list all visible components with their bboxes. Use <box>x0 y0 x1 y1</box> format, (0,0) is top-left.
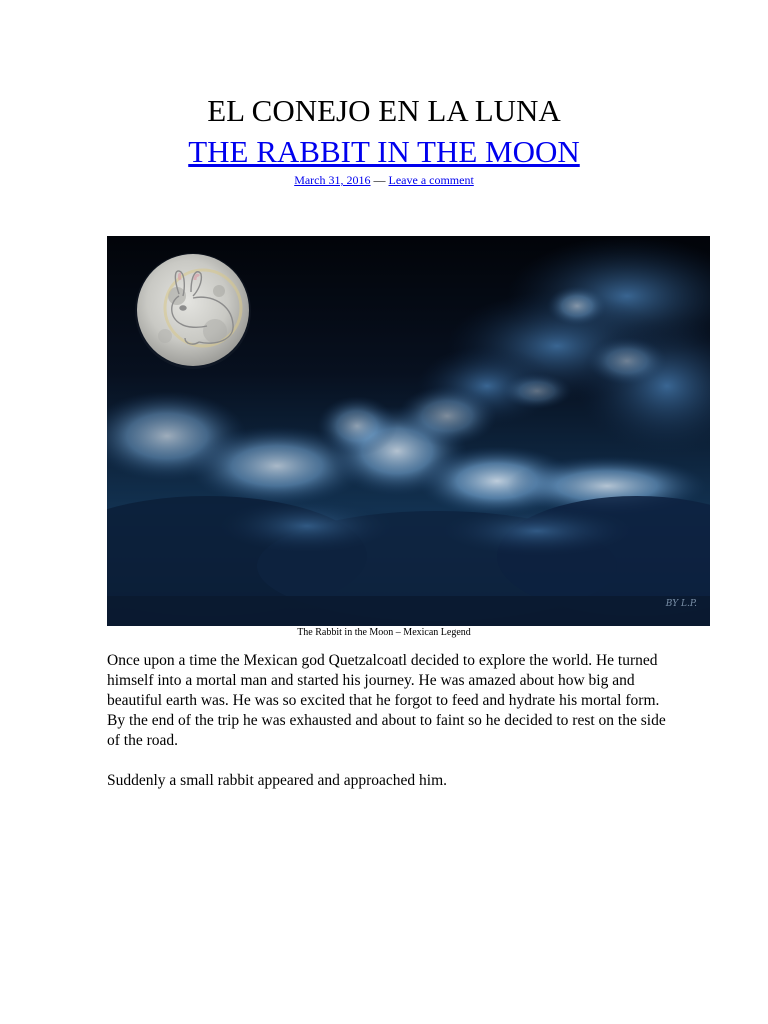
title-english <box>0 134 768 170</box>
title-spanish: EL CONEJO EN LA LUNA <box>207 93 561 128</box>
meta-separator: — <box>373 173 386 187</box>
leave-comment-link[interactable]: Leave a comment <box>388 173 474 187</box>
lower-clouds <box>107 496 710 626</box>
image-signature: BY L.P. <box>665 599 697 609</box>
moon <box>135 253 251 369</box>
image-caption: The Rabbit in the Moon – Mexican Legend <box>297 627 471 638</box>
title-english-link[interactable]: THE RABBIT IN THE MOON <box>188 134 580 169</box>
article-body <box>107 651 667 791</box>
post-date-link[interactable]: March 31, 2016 <box>294 173 371 187</box>
night-sky-illustration <box>107 236 710 626</box>
body-paragraph: Once upon a time the Mexican god Quetzalcoatl decided to explore the world. He turned himself into a mortal man and started his journey. He was amazed about how big and beautiful earth was. He was so excited that he forgot to feed and hydrate his mortal form. By the end of the trip he was exhausted and about to faint so he decided to rest on the side of the road. <box>107 652 666 749</box>
moon-rabbit-image <box>107 236 710 626</box>
post-meta <box>0 172 768 188</box>
body-paragraph: Suddenly a small rabbit appeared and approached him. <box>107 772 448 789</box>
